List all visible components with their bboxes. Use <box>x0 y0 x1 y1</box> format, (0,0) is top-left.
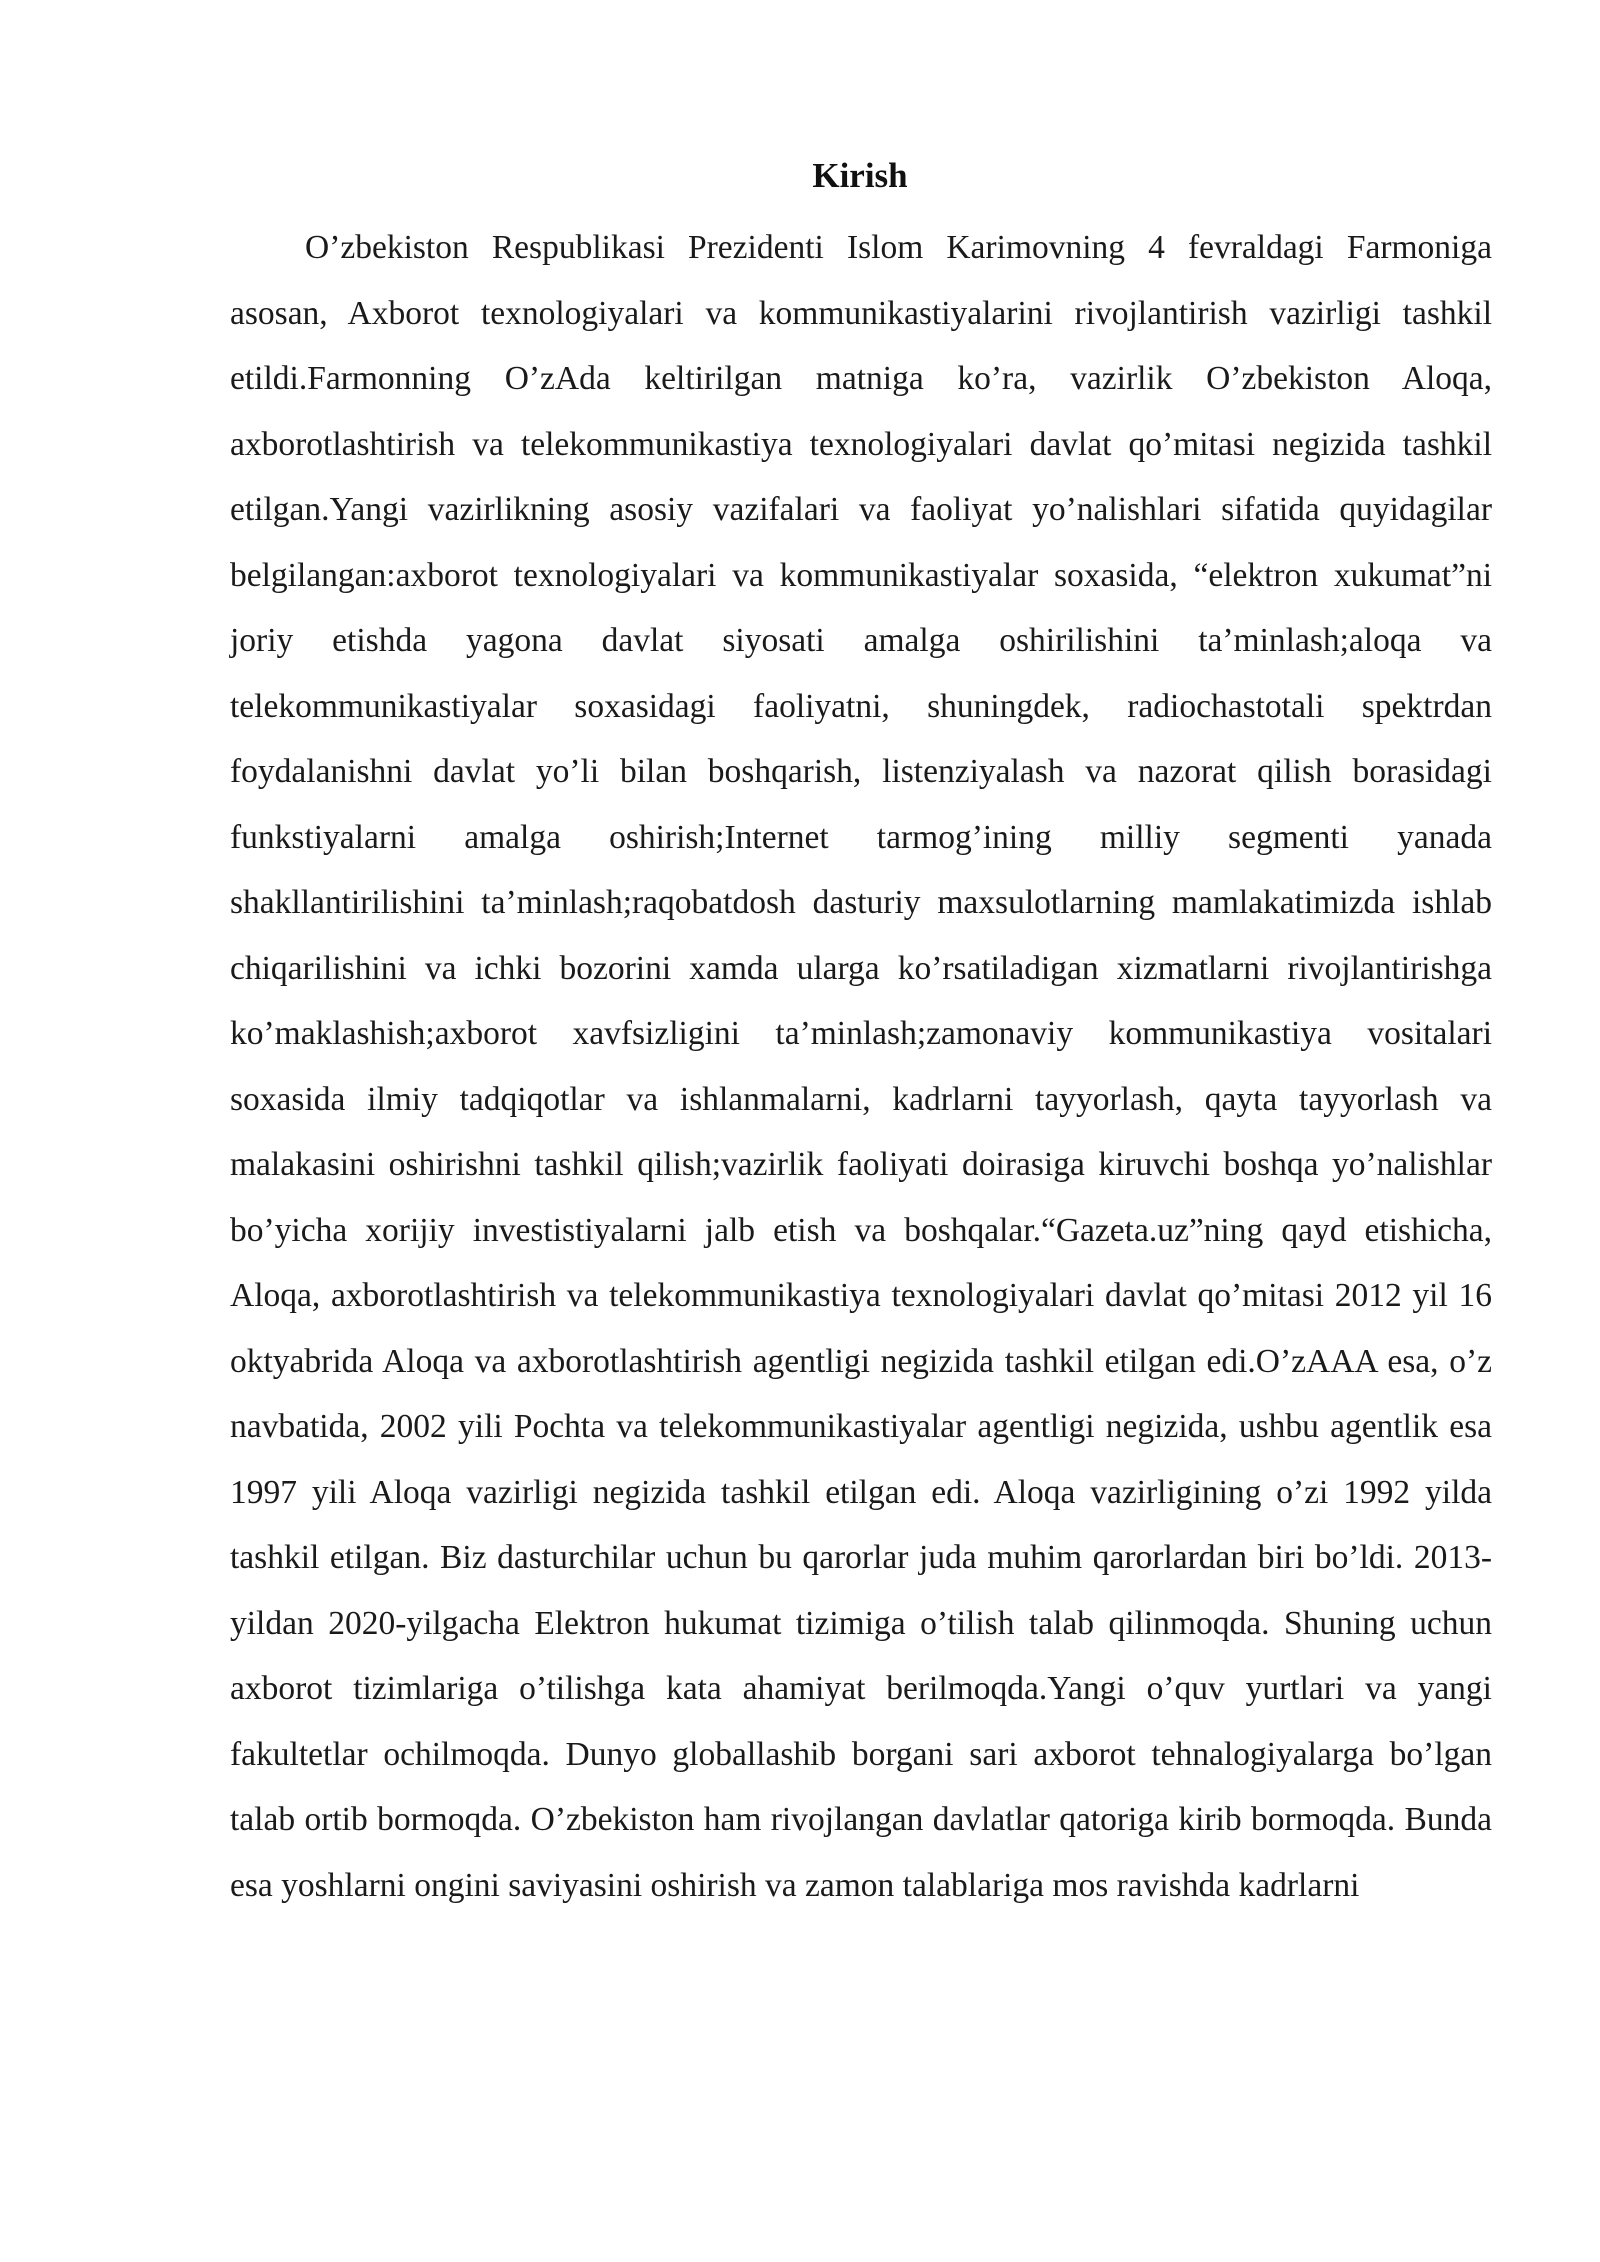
body-paragraph: O’zbekiston Respublikasi Prezidenti Islom Karimovning 4 fevraldagi Farmoniga asosan, Axborot texnologiyalari va kommunikastiyalarini rivojlantirish vazirligi tashkil etildi.Farmonning O’zAda keltirilgan matniga ko’ra, vazirlik O’zbekiston Aloqa, axborotlashtirish va telekommunikastiya texnologiyalari davlat qo’mitasi negizida tashkil etilgan.Yangi vazirlikning asosiy vazifalari va faoliyat yo’nalishlari sifatida quyidagilar belgilangan:axborot texnologiyalari va kommunikastiyalar soxasida, “elektron xukumat”ni joriy etishda yagona davlat siyosati amalga oshirilishini ta’minlash;aloqa va telekommunikastiyalar soxasidagi faoliyatni, shuningdek, radiochastotali spektrdan foydalanishni davlat yo’li bilan boshqarish, listenziyalash va nazorat qilish borasidagi funkstiyalarni amalga oshirish;Internet tarmog’ining milliy segmenti yanada shakllantirilishini ta’minlash;raqobatdosh dasturiy maxsulotlarning mamlakatimizda ishlab chiqarilishini va ichki bozorini xamda ularga ko’rsatiladigan xizmatlarni rivojlantirishga ko’maklashish;axborot xavfsizligini ta’minlash;zamonaviy kommunikastiya vositalari soxasida ilmiy tadqiqotlar va ishlanmalarni, kadrlarni tayyorlash, qayta tayyorlash va malakasini oshirishni tashkil qilish;vazirlik faoliyati doirasiga kiruvchi boshqa yo’nalishlar bo’yicha xorijiy investistiyalarni jalb etish va boshqalar.“Gazeta.uz”ning qayd etishicha, Aloqa, axborotlashtirish va telekommunikastiya texnologiyalari davlat qo’mitasi 2012 yil 16 oktyabrida Aloqa va axborotlashtirish agentligi negizida tashkil etilgan edi.O’zAAA esa, o’z navbatida, 2002 yili Pochta va telekommunikastiyalar agentligi negizida, ushbu agentlik esa 1997 yili Aloqa vazirligi negizida tashkil etilgan edi. Aloqa vazirligining o’zi 1992 yilda tashkil etilgan. Biz dasturchilar uchun bu qarorlar juda muhim qarorlardan biri bo’ldi. 2013- yildan 2020-yilgacha Elektron hukumat tizimiga o’tilish talab qilinmoqda. Shuning uchun axborot tizimlariga o’tilishga kata ahamiyat berilmoqda.Yangi o’quv yurtlari va yangi fakultetlar ochilmoqda. Dunyo globallashib borgani sari axborot tehnalogiyalarga bo’lgan talab ortib bormoqda. O’zbekiston ham rivojlangan davlatlar qatoriga kirib bormoqda. Bunda esa yoshlarni ongini saviyasini oshirish va zamon talablariga mos ravishda kadrlarni <box>230 229 1492 1904</box>
document-title: Kirish <box>812 156 908 195</box>
